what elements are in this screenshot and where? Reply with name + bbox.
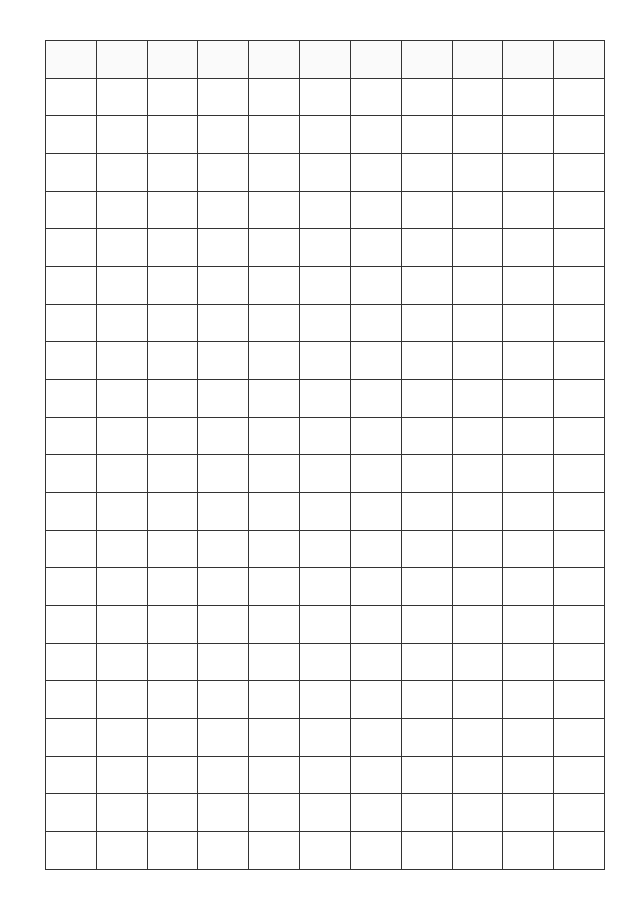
table-cell — [46, 78, 97, 116]
table-cell — [147, 78, 198, 116]
table-cell — [300, 380, 351, 418]
table-cell — [46, 493, 97, 531]
table-row — [46, 568, 605, 606]
table-cell — [401, 681, 452, 719]
table-cell — [350, 493, 401, 531]
table-cell — [350, 756, 401, 794]
table-cell — [452, 530, 503, 568]
table-cell — [300, 530, 351, 568]
table-cell — [350, 719, 401, 757]
table-cell — [503, 455, 554, 493]
registry-table-wrapper — [45, 40, 605, 870]
table-cell — [46, 417, 97, 455]
table-cell — [46, 154, 97, 192]
table-cell — [198, 606, 249, 644]
table-cell — [96, 606, 147, 644]
table-cell — [300, 794, 351, 832]
table-cell — [198, 756, 249, 794]
table-cell — [300, 116, 351, 154]
table-cell — [96, 154, 147, 192]
table-cell — [300, 681, 351, 719]
table-cell — [401, 493, 452, 531]
table-cell — [452, 643, 503, 681]
table-cell — [452, 606, 503, 644]
table-cell — [46, 719, 97, 757]
table-cell — [198, 568, 249, 606]
table-cell — [554, 41, 605, 79]
table-cell — [503, 606, 554, 644]
table-cell — [300, 832, 351, 870]
table-cell — [198, 267, 249, 305]
table-cell — [554, 681, 605, 719]
table-cell — [350, 342, 401, 380]
table-cell — [503, 41, 554, 79]
table-cell — [350, 116, 401, 154]
table-cell — [554, 719, 605, 757]
table-cell — [350, 154, 401, 192]
table-cell — [46, 267, 97, 305]
table-cell — [401, 380, 452, 418]
table-cell — [401, 229, 452, 267]
table-cell — [401, 530, 452, 568]
table-cell — [198, 794, 249, 832]
table-cell — [350, 832, 401, 870]
table-cell — [147, 342, 198, 380]
table-cell — [147, 493, 198, 531]
table-cell — [96, 832, 147, 870]
table-cell — [46, 530, 97, 568]
table-cell — [554, 267, 605, 305]
table-cell — [96, 719, 147, 757]
table-cell — [300, 719, 351, 757]
table-cell — [249, 568, 300, 606]
table-cell — [147, 191, 198, 229]
table-cell — [198, 643, 249, 681]
table-cell — [554, 116, 605, 154]
table-cell — [300, 342, 351, 380]
table-row — [46, 756, 605, 794]
table-row — [46, 78, 605, 116]
table-cell — [96, 116, 147, 154]
table-cell — [350, 606, 401, 644]
table-cell — [554, 493, 605, 531]
table-cell — [198, 41, 249, 79]
table-cell — [96, 493, 147, 531]
table-cell — [503, 832, 554, 870]
table-cell — [249, 719, 300, 757]
table-cell — [46, 191, 97, 229]
table-cell — [147, 681, 198, 719]
table-cell — [503, 530, 554, 568]
table-cell — [350, 229, 401, 267]
table-row — [46, 304, 605, 342]
table-row — [46, 606, 605, 644]
table-cell — [452, 794, 503, 832]
table-row — [46, 719, 605, 757]
table-cell — [46, 756, 97, 794]
table-cell — [249, 832, 300, 870]
table-cell — [147, 719, 198, 757]
table-cell — [46, 342, 97, 380]
table-cell — [249, 41, 300, 79]
table-cell — [96, 417, 147, 455]
table-cell — [503, 493, 554, 531]
table-cell — [554, 229, 605, 267]
table-cell — [554, 380, 605, 418]
table-cell — [350, 267, 401, 305]
table-cell — [147, 41, 198, 79]
table-cell — [452, 342, 503, 380]
table-row — [46, 380, 605, 418]
table-cell — [198, 493, 249, 531]
table-cell — [452, 832, 503, 870]
table-cell — [96, 267, 147, 305]
table-cell — [452, 568, 503, 606]
table-cell — [452, 304, 503, 342]
table-cell — [401, 304, 452, 342]
table-cell — [198, 154, 249, 192]
table-cell — [46, 681, 97, 719]
table-cell — [198, 229, 249, 267]
table-cell — [503, 154, 554, 192]
table-cell — [350, 41, 401, 79]
table-cell — [300, 191, 351, 229]
table-cell — [249, 606, 300, 644]
table-cell — [350, 304, 401, 342]
table-cell — [401, 417, 452, 455]
table-cell — [300, 417, 351, 455]
table-cell — [503, 342, 554, 380]
table-cell — [46, 229, 97, 267]
table-cell — [147, 643, 198, 681]
table-cell — [147, 417, 198, 455]
table-cell — [96, 643, 147, 681]
table-cell — [350, 417, 401, 455]
table-cell — [554, 455, 605, 493]
table-cell — [46, 568, 97, 606]
table-cell — [147, 229, 198, 267]
table-cell — [554, 417, 605, 455]
table-cell — [401, 832, 452, 870]
table-cell — [96, 191, 147, 229]
table-row — [46, 681, 605, 719]
table-cell — [452, 681, 503, 719]
table-cell — [452, 191, 503, 229]
table-cell — [249, 116, 300, 154]
table-cell — [554, 832, 605, 870]
table-cell — [452, 267, 503, 305]
table-row — [46, 191, 605, 229]
table-cell — [503, 267, 554, 305]
table-cell — [198, 530, 249, 568]
table-cell — [198, 78, 249, 116]
table-cell — [198, 304, 249, 342]
table-cell — [300, 643, 351, 681]
table-row — [46, 417, 605, 455]
table-row — [46, 455, 605, 493]
table-cell — [401, 643, 452, 681]
table-row — [46, 267, 605, 305]
table-cell — [96, 41, 147, 79]
table-cell — [300, 267, 351, 305]
table-cell — [503, 229, 554, 267]
table-cell — [350, 681, 401, 719]
table-cell — [46, 832, 97, 870]
table-cell — [554, 794, 605, 832]
table-cell — [350, 380, 401, 418]
table-cell — [249, 78, 300, 116]
table-cell — [300, 41, 351, 79]
table-cell — [198, 417, 249, 455]
table-cell — [401, 191, 452, 229]
table-cell — [198, 455, 249, 493]
table-row — [46, 229, 605, 267]
table-cell — [401, 154, 452, 192]
table-cell — [300, 229, 351, 267]
table-cell — [452, 493, 503, 531]
table-cell — [503, 304, 554, 342]
table-cell — [249, 794, 300, 832]
table-cell — [503, 191, 554, 229]
table-cell — [147, 116, 198, 154]
table-cell — [249, 530, 300, 568]
table-cell — [46, 304, 97, 342]
table-cell — [249, 267, 300, 305]
table-cell — [554, 191, 605, 229]
table-cell — [554, 643, 605, 681]
table-cell — [503, 719, 554, 757]
table-cell — [249, 756, 300, 794]
table-row — [46, 493, 605, 531]
table-cell — [452, 229, 503, 267]
table-cell — [198, 191, 249, 229]
table-cell — [554, 606, 605, 644]
table-cell — [503, 116, 554, 154]
table-cell — [300, 78, 351, 116]
table-cell — [96, 568, 147, 606]
table-cell — [249, 154, 300, 192]
table-cell — [198, 681, 249, 719]
table-row — [46, 832, 605, 870]
table-cell — [249, 493, 300, 531]
table-cell — [554, 342, 605, 380]
table-cell — [554, 154, 605, 192]
table-cell — [452, 41, 503, 79]
table-row — [46, 154, 605, 192]
table-cell — [503, 681, 554, 719]
table-cell — [249, 229, 300, 267]
table-cell — [350, 455, 401, 493]
table-cell — [96, 756, 147, 794]
table-cell — [198, 832, 249, 870]
registry-table — [45, 40, 605, 870]
table-cell — [554, 756, 605, 794]
table-cell — [147, 380, 198, 418]
table-cell — [554, 304, 605, 342]
table-cell — [198, 380, 249, 418]
table-cell — [147, 154, 198, 192]
table-cell — [147, 756, 198, 794]
table-cell — [401, 455, 452, 493]
table-cell — [147, 832, 198, 870]
table-cell — [96, 78, 147, 116]
table-cell — [401, 756, 452, 794]
table-cell — [249, 304, 300, 342]
table-cell — [46, 116, 97, 154]
table-cell — [249, 681, 300, 719]
table-cell — [350, 78, 401, 116]
table-cell — [452, 756, 503, 794]
table-cell — [46, 606, 97, 644]
table-cell — [401, 267, 452, 305]
table-row — [46, 794, 605, 832]
table-cell — [350, 530, 401, 568]
table-cell — [401, 568, 452, 606]
table-cell — [452, 116, 503, 154]
table-cell — [249, 342, 300, 380]
table-cell — [300, 304, 351, 342]
table-cell — [503, 756, 554, 794]
table-cell — [147, 455, 198, 493]
table-cell — [300, 455, 351, 493]
table-cell — [46, 794, 97, 832]
table-cell — [503, 568, 554, 606]
table-cell — [96, 794, 147, 832]
table-cell — [401, 116, 452, 154]
table-cell — [554, 568, 605, 606]
table-cell — [503, 417, 554, 455]
table-cell — [46, 380, 97, 418]
table-cell — [401, 41, 452, 79]
table-row — [46, 643, 605, 681]
table-cell — [96, 455, 147, 493]
table-cell — [300, 493, 351, 531]
table-row — [46, 342, 605, 380]
table-cell — [147, 267, 198, 305]
table-cell — [401, 342, 452, 380]
table-cell — [46, 41, 97, 79]
table-cell — [249, 380, 300, 418]
table-cell — [452, 78, 503, 116]
table-cell — [503, 380, 554, 418]
table-cell — [350, 191, 401, 229]
table-cell — [401, 78, 452, 116]
header-row — [46, 41, 605, 79]
table-cell — [503, 643, 554, 681]
table-cell — [554, 530, 605, 568]
table-cell — [96, 681, 147, 719]
table-cell — [401, 606, 452, 644]
table-cell — [350, 568, 401, 606]
table-cell — [46, 643, 97, 681]
table-cell — [401, 719, 452, 757]
table-cell — [96, 229, 147, 267]
table-cell — [401, 794, 452, 832]
table-cell — [350, 643, 401, 681]
table-cell — [350, 794, 401, 832]
table-cell — [300, 606, 351, 644]
table-cell — [452, 719, 503, 757]
table-cell — [452, 380, 503, 418]
table-cell — [198, 116, 249, 154]
table-cell — [147, 530, 198, 568]
table-cell — [46, 455, 97, 493]
table-cell — [96, 342, 147, 380]
table-cell — [452, 455, 503, 493]
table-cell — [554, 78, 605, 116]
table-cell — [452, 154, 503, 192]
table-cell — [503, 794, 554, 832]
table-cell — [249, 417, 300, 455]
table-cell — [300, 154, 351, 192]
table-cell — [147, 568, 198, 606]
table-cell — [452, 417, 503, 455]
table-cell — [147, 794, 198, 832]
table-cell — [249, 643, 300, 681]
table-cell — [198, 342, 249, 380]
table-cell — [96, 530, 147, 568]
table-cell — [147, 606, 198, 644]
table-row — [46, 530, 605, 568]
table-cell — [96, 304, 147, 342]
table-cell — [249, 191, 300, 229]
table-cell — [300, 568, 351, 606]
table-cell — [503, 78, 554, 116]
table-cell — [300, 756, 351, 794]
table-cell — [198, 719, 249, 757]
table-row — [46, 116, 605, 154]
table-cell — [249, 455, 300, 493]
table-cell — [147, 304, 198, 342]
table-cell — [96, 380, 147, 418]
